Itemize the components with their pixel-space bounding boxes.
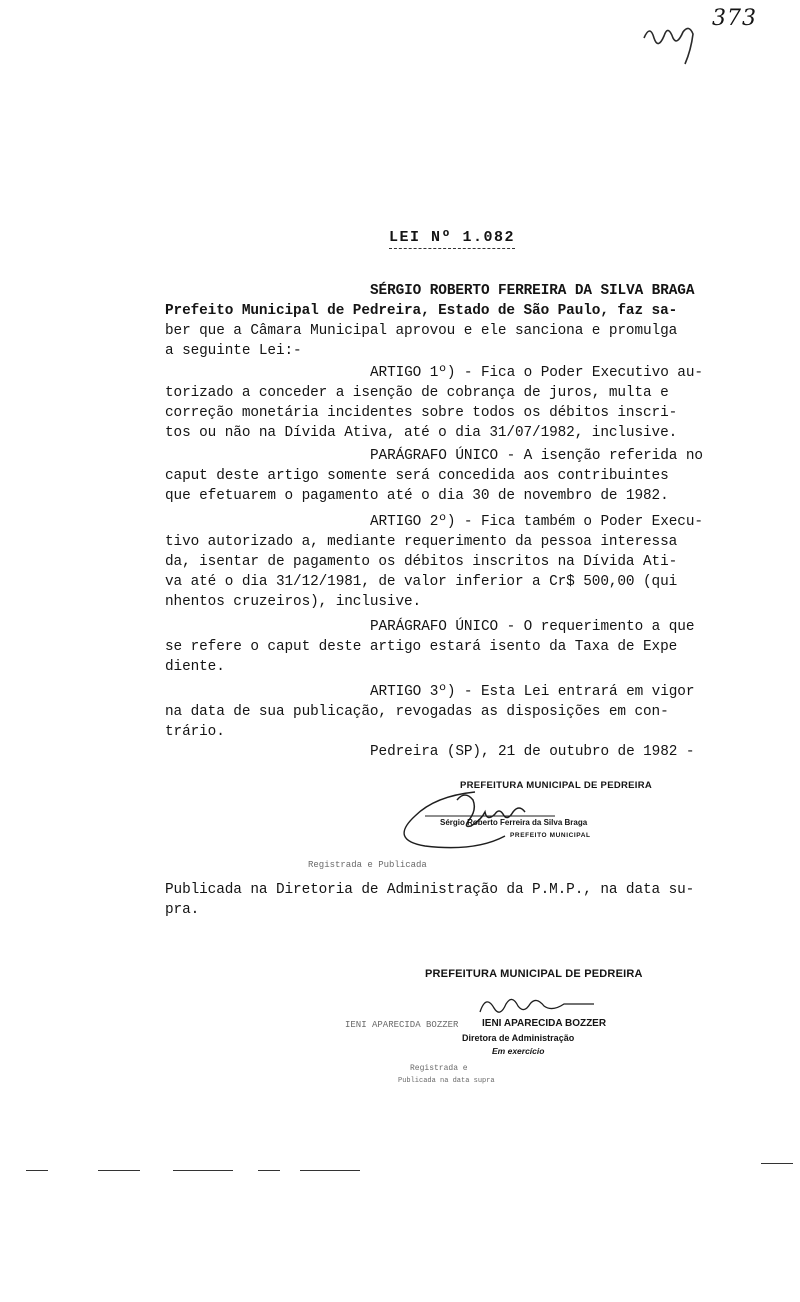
artigo2-line: nhentos cruzeiros), inclusive. (165, 594, 422, 610)
artigo3-line: na data de sua publicação, revogadas as disposições em con- (165, 704, 669, 720)
artigo2-line: va até o dia 31/12/1981, de valor inferior a Cr$ 500,00 (qui (165, 574, 678, 590)
scan-edge-mark (258, 1170, 280, 1171)
preamble-line: ber que a Câmara Municipal aprovou e ele sanciona e promulga (165, 323, 678, 339)
director-stamp-bottom2: Publicada na data supra (398, 1077, 495, 1085)
publication-line: Publicada na Diretoria de Administração da P.M.P., na data su- (165, 882, 695, 898)
scan-edge-mark (173, 1170, 233, 1171)
scan-edge-mark (98, 1170, 140, 1171)
paragrafo2-line: diente. (165, 659, 225, 675)
publication-line: pra. (165, 902, 200, 918)
director-left-text: IENI APARECIDA BOZZER (345, 1020, 459, 1030)
artigo2-line: ARTIGO 2º) - Fica também o Poder Execu- (370, 514, 703, 530)
date-line: Pedreira (SP), 21 de outubro de 1982 - (370, 744, 695, 760)
artigo1-line: correção monetária incidentes sobre todos os débitos inscri- (165, 405, 678, 421)
law-title: LEI Nº 1.082 (368, 212, 515, 246)
scan-edge-mark (26, 1170, 48, 1171)
director-signature-icon (470, 990, 610, 1020)
director-stamp-bottom: Registrada e (410, 1064, 468, 1073)
artigo1-line: tos ou não na Dívida Ativa, até o dia 31/07/1982, inclusive. (165, 425, 678, 441)
director-stamp-name: IENI APARECIDA BOZZER (482, 1018, 607, 1029)
paragrafo2-line: PARÁGRAFO ÚNICO - O requerimento a que (370, 619, 695, 635)
scan-edge-mark (300, 1170, 360, 1171)
folio-scribble-icon (640, 8, 780, 78)
artigo1-line: ARTIGO 1º) - Fica o Poder Executivo au- (370, 365, 703, 381)
folio-number: 373 (712, 6, 757, 31)
preamble-line: a seguinte Lei:- (165, 343, 302, 359)
paragrafo1-line: caput deste artigo somente será concedida aos contribuintes (165, 468, 669, 484)
artigo2-line: da, isentar de pagamento os débitos inscritos na Dívida Ati- (165, 554, 678, 570)
director-stamp-role: Diretora de Administração (462, 1033, 575, 1043)
scan-edge-mark (761, 1163, 793, 1164)
artigo2-line: tivo autorizado a, mediante requerimento da pessoa interessa (165, 534, 678, 550)
mayor-stamp-header: PREFEITURA MUNICIPAL DE PEDREIRA (460, 780, 653, 791)
mayor-stamp-role: PREFEITO MUNICIPAL (510, 832, 591, 839)
publication-stamp-top: Registrada e Publicada (308, 860, 427, 870)
paragrafo2-line: se refere o caput deste artigo estará isento da Taxa de Expe (165, 639, 678, 655)
paragrafo1-line: PARÁGRAFO ÚNICO - A isenção referida no (370, 448, 703, 464)
preamble-line: SÉRGIO ROBERTO FERREIRA DA SILVA BRAGA (370, 283, 695, 299)
director-stamp-sub: Em exercício (492, 1046, 545, 1056)
paragrafo1-line: que efetuarem o pagamento até o dia 30 de novembro de 1982. (165, 488, 669, 504)
artigo3-line: ARTIGO 3º) - Esta Lei entrará em vigor (370, 684, 695, 700)
mayor-stamp-name: Sérgio Roberto Ferreira da Silva Braga (440, 818, 588, 827)
preamble-line: Prefeito Municipal de Pedreira, Estado de São Paulo, faz sa- (165, 303, 678, 319)
artigo1-line: torizado a conceder a isenção de cobrança de juros, multa e (165, 385, 669, 401)
artigo3-line: trário. (165, 724, 225, 740)
director-stamp-header: PREFEITURA MUNICIPAL DE PEDREIRA (425, 968, 643, 980)
